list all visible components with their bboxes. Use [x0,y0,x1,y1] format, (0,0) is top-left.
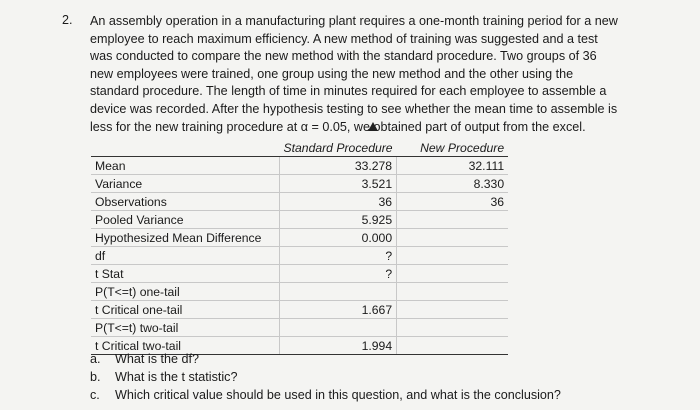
row-label: Variance [91,175,280,193]
sub-question-label: a. [90,352,101,366]
standard-value: 33.278 [280,157,397,175]
row-label: Observations [91,193,280,211]
table-row [91,319,508,337]
standard-value: 1.667 [280,301,397,319]
header-standard-procedure: Standard Procedure [280,139,397,157]
question-line: employee to reach maximum efficiency. A new method of training was suggested and a test [90,31,598,46]
standard-value [280,319,397,337]
new-value [397,301,509,319]
table-header-row [91,139,508,157]
table-row [91,229,508,247]
new-value: 32.111 [397,157,509,175]
row-label: P(T<=t) two-tail [91,319,280,337]
row-label: Hypothesized Mean Difference [91,229,280,247]
sub-question-c [90,387,561,405]
row-label: P(T<=t) one-tail [91,283,280,301]
row-label: df [91,247,280,265]
sub-question-text: Which critical value should be used in this question, and what is the conclusion? [115,387,561,402]
table-row [91,265,508,283]
new-value [397,283,509,301]
row-label: Mean [91,157,280,175]
sub-question-label: b. [90,369,101,384]
new-value [397,319,509,337]
standard-value: 1.994 [280,337,397,355]
standard-value: ? [280,247,397,265]
sub-question-b [90,369,561,387]
row-label: Pooled Variance [91,211,280,229]
question-line: standard procedure. The length of time in minutes required for each employee to assemble a [90,84,607,99]
row-label: t Critical one-tail [91,301,280,319]
row-label: t Critical two-tail [91,337,280,355]
new-value [397,211,509,229]
standard-value: 0.000 [280,229,397,247]
question-number: 2. [62,13,73,27]
new-value [397,229,509,247]
sub-question-text: What is the df? [115,352,199,366]
mouse-cursor-icon [368,122,378,131]
table-row [91,301,508,319]
new-value: 36 [397,193,509,211]
question-line: device was recorded. After the hypothesis testing to see whether the mean time to assemble is [90,101,618,116]
table-row [91,157,508,175]
question-text [90,13,630,136]
question-line: new employees were trained, one group using the new method and the other using the [90,66,574,81]
standard-value [280,283,397,301]
sub-question-text: What is the t statistic? [115,369,238,384]
sub-question-label: c. [90,387,100,402]
table-row [91,175,508,193]
table-row [91,211,508,229]
standard-value: 3.521 [280,175,397,193]
standard-value: 5.925 [280,211,397,229]
sub-question-a [90,351,561,369]
excel-output-table [91,139,508,355]
row-label: t Stat [91,265,280,283]
table-row [91,193,508,211]
header-blank [91,139,280,157]
header-new-procedure: New Procedure [397,139,509,157]
standard-value: ? [280,265,397,283]
new-value [397,247,509,265]
question-line: An assembly operation in a manufacturing plant requires a one-month training period for a new [90,14,618,28]
new-value [397,265,509,283]
question-line: less for the new training procedure at α = 0.05, we obtained part of output from the excel. [90,119,586,134]
sub-questions [90,351,561,404]
table-row [91,283,508,301]
table-row [91,247,508,265]
new-value: 8.330 [397,175,509,193]
question-line: was conducted to compare the new method with the standard procedure. Two groups of 36 [90,49,597,64]
standard-value: 36 [280,193,397,211]
